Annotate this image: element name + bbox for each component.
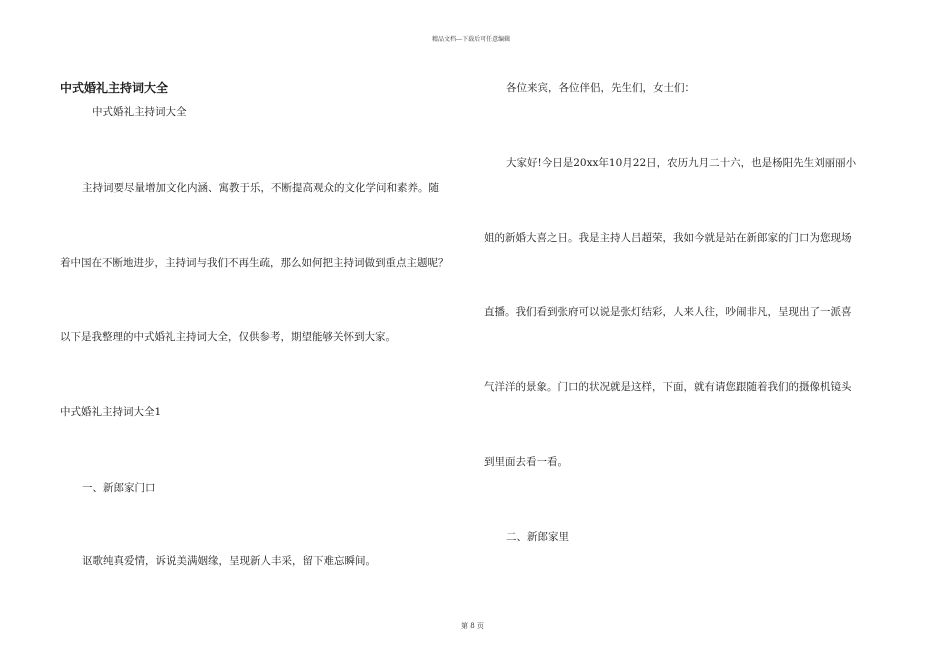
document-title: 中式婚礼主持词大全: [60, 81, 169, 95]
paragraph-1-line-1: 主持词要尽量增加文化内涵、寓教于乐，不断提高观众的文化学问和素养。随: [82, 182, 439, 194]
speech-line-4: 气洋洋的景象。门口的状况就是这样，下面，就有请您跟随着我们的摄像机镜头: [484, 381, 852, 393]
speech-line-5: 到里面去看一看。: [484, 456, 568, 468]
speech-line-2: 姐的新婚大喜之日。我是主持人吕超荣，我如今就是站在新郎家的门口为您现场: [484, 232, 852, 244]
heading-groom-home: 二、新郎家里: [506, 531, 569, 543]
paragraph-2: 以下是我整理的中式婚礼主持词大全，仅供参考，期望能够关怀到大家。: [60, 331, 396, 343]
verse-line: 讴歌纯真爱情，诉说美满姻缘，呈现新人丰采，留下难忘瞬间。: [82, 555, 376, 567]
paragraph-1-line-2: 着中国在不断地进步，主持词与我们不再生疏，那么如何把主持词做到重点主题呢？: [60, 257, 449, 269]
page-header: 精品文档---下载后可任意编辑: [432, 36, 511, 43]
page-number: 第 8 页: [461, 622, 484, 630]
heading-groom-door: 一、新郎家门口: [82, 482, 156, 494]
speech-line-3: 直播。我们看到张府可以说是张灯结彩，人来人往，吵闹非凡，呈现出了一派喜: [484, 306, 852, 318]
greeting-line: 各位来宾，各位伴侣，先生们，女士们：: [506, 82, 695, 94]
document-subtitle: 中式婚礼主持词大全: [92, 106, 187, 118]
section-title: 中式婚礼主持词大全1: [60, 406, 162, 418]
speech-line-1: 大家好!今日是20xx年10月22日，农历九月二十六，也是杨阳先生刘丽丽小: [506, 157, 857, 169]
